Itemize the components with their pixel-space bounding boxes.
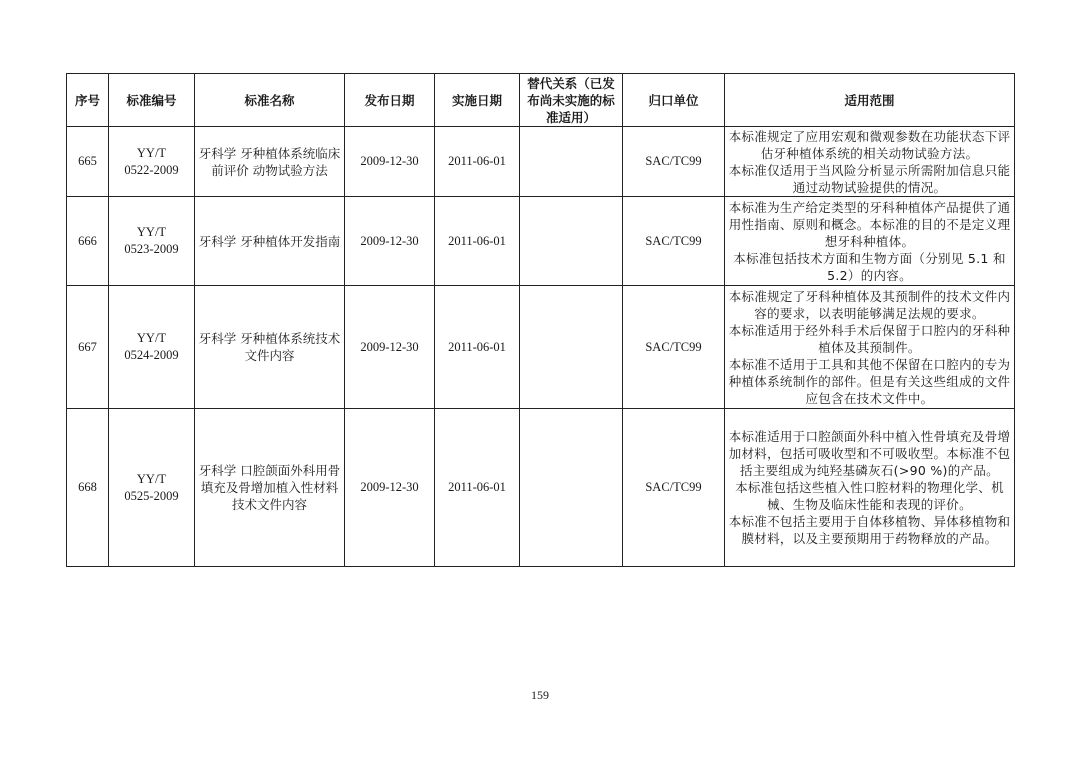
cell-seq: 667	[67, 286, 109, 409]
cell-replace	[520, 197, 623, 286]
scope-paragraph: 本标准仅适用于当风险分析显示所需附加信息只能通过动物试验提供的情况。	[728, 162, 1011, 195]
scope-paragraph: 本标准为生产给定类型的牙科种植体产品提供了通用性指南、原则和概念。本标准的目的不是定义理想牙科种植体。	[728, 199, 1011, 249]
scope-paragraph: 本标准不适用于工具和其他不保留在口腔内的专为种植体系统制作的部件。但是有关这些组成的文件应包含在技术文件中。	[728, 356, 1011, 406]
scope-paragraph: 本标准规定了应用宏观和微观参数在功能状态下评估牙种植体系统的相关动物试验方法。	[728, 128, 1011, 161]
cell-release-date: 2009-12-30	[345, 197, 435, 286]
cell-unit: SAC/TC99	[623, 197, 725, 286]
cell-replace	[520, 286, 623, 409]
cell-impl-date: 2011-06-01	[435, 197, 520, 286]
cell-unit: SAC/TC99	[623, 127, 725, 197]
table-row	[67, 286, 1015, 409]
cell-seq: 666	[67, 197, 109, 286]
cell-impl-date: 2011-06-01	[435, 409, 520, 567]
scope-paragraph: 本标准适用于经外科手术后保留于口腔内的牙科种植体及其预制件。	[728, 322, 1011, 355]
header-scope: 适用范围	[725, 74, 1015, 127]
cell-std-name: 牙科学 牙种植体系统临床前评价 动物试验方法	[195, 127, 345, 197]
header-unit: 归口单位	[623, 74, 725, 127]
header-release-date: 发布日期	[345, 74, 435, 127]
scope-paragraph: 本标准适用于口腔颌面外科中植入性骨填充及骨增加材料，包括可吸收型和不可吸收型。本标准不包括主要组成为纯羟基磷灰石(>90 %)的产品。	[728, 429, 1011, 478]
cell-unit: SAC/TC99	[623, 286, 725, 409]
cell-std-name: 牙科学 口腔颌面外科用骨填充及骨增加植入性材料 技术文件内容	[195, 409, 345, 567]
cell-seq: 668	[67, 409, 109, 567]
header-replace: 替代关系（已发布尚未实施的标准适用）	[520, 74, 623, 127]
cell-replace	[520, 127, 623, 197]
page-number: 159	[531, 688, 549, 702]
cell-scope	[725, 286, 1015, 409]
table-row	[67, 197, 1015, 286]
cell-scope	[725, 127, 1015, 197]
scope-paragraph: 本标准不包括主要用于自体移植物、异体移植物和膜材料，以及主要预期用于药物释放的产品。	[728, 514, 1011, 546]
cell-release-date: 2009-12-30	[345, 127, 435, 197]
scope-paragraph: 本标准包括这些植入性口腔材料的物理化学、机械、生物及临床性能和表现的评价。	[735, 480, 1004, 512]
cell-std-no: YY/T 0524-2009	[109, 286, 195, 409]
cell-impl-date: 2011-06-01	[435, 286, 520, 409]
cell-scope	[725, 197, 1015, 286]
cell-replace	[520, 409, 623, 567]
header-seq: 序号	[67, 74, 109, 127]
cell-std-name: 牙科学 牙种植体开发指南	[195, 197, 345, 286]
table-row	[67, 409, 1015, 567]
cell-scope	[725, 409, 1015, 567]
cell-impl-date: 2011-06-01	[435, 127, 520, 197]
cell-std-no: YY/T 0523-2009	[109, 197, 195, 286]
cell-release-date: 2009-12-30	[345, 409, 435, 567]
cell-release-date: 2009-12-30	[345, 286, 435, 409]
cell-std-no: YY/T 0522-2009	[109, 127, 195, 197]
cell-std-no: YY/T 0525-2009	[109, 409, 195, 567]
scope-paragraph: 本标准包括技术方面和生物方面（分别见 5.1 和 5.2）的内容。	[733, 250, 1006, 283]
cell-unit: SAC/TC99	[623, 409, 725, 567]
scope-paragraph: 本标准规定了牙科种植体及其预制件的技术文件内容的要求，以表明能够满足法规的要求。	[728, 288, 1011, 321]
header-std-no: 标准编号	[109, 74, 195, 127]
standards-table	[66, 73, 1015, 567]
table-row	[67, 127, 1015, 197]
header-impl-date: 实施日期	[435, 74, 520, 127]
table-header-row	[67, 74, 1015, 127]
header-std-name: 标准名称	[195, 74, 345, 127]
cell-std-name: 牙科学 牙种植体系统技术文件内容	[195, 286, 345, 409]
cell-seq: 665	[67, 127, 109, 197]
